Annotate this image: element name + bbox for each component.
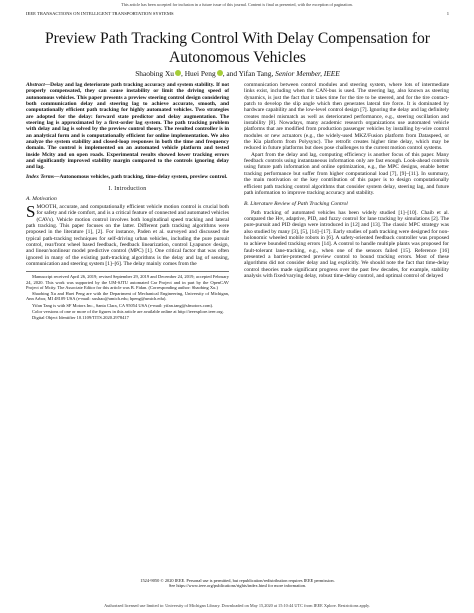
abstract-text: —Delay and lag deteriorate path tracking accuracy and system stability. If not properly compensated, they can cause instability or limit the driving speed of autonomous vehicles. This paper presents a preview steering control design considering both communication delay and steering lag to achieve accurate, smooth, and computationally efficient path tracking for highly automated vehicles. Two strategies are adopted for the delay: forward state predictor and delay augmentation. The steering lag is approximated by a first-order lag system. The path tracking problem with delay and lag is solved by the preview control theory. The resulted controller is in an analytical form and is computationally efficient for online implementation. We also analyze the system stability and closed-loop responses in both the time and frequency domain. The control is implemented on an automated vehicle platform and tested inside Mcity and on open roads. Experimental results showed lower tracking errors and significantly improved stability margin compared to the controls ignoring delay and lag. bbox=[26, 82, 229, 171]
footnote-affiliation-1: Shaobing Xu and Huei Peng are with the Department of Mechanical Engineering, University of Michigan, Ann Arbor, MI 48109 USA (e-mail: xushao@umich.edu; hpeng@umich.edu). bbox=[26, 291, 229, 302]
paper-title: Preview Path Tracking Control With Delay Compensation for Autonomous Vehicles bbox=[45, 30, 430, 66]
rights-link-line[interactable]: See https://www.ieee.org/publications/rights/index.html for more information. bbox=[168, 583, 307, 589]
author-sep-1: , bbox=[181, 69, 185, 78]
index-terms-lead: Index Terms bbox=[26, 173, 55, 180]
body-paragraph: communication between control modules and steering system, where lots of intermediate links exist, including when the CAN-bus is used. The steering lag, also known as steering dynamics, is just the fact that it takes time for the tire to be steered, and for the tire contact-patch to develop the slip angle which then generates lateral tire force. It is dominated by hardware capability and the low-level control design [7]. Ignoring the delay and lag definitely creates model mismatch as well as deteriorated performance, e.g., steering oscillation and instability [8]. Nowadays, many academic research organizations use automated vehicle platforms that are modified from production passenger vehicles by installing by-wire control modules or new actuators (e.g., the widely-used MKZ/Fusion platform from Dataspeed, or the Kia platform from Polysync). The retrofit creates higher time delay, which may be reduced in future platforms but does pose challenges to the current motion control systems. bbox=[244, 82, 449, 152]
footnote-doi: Digital Object Identifier 10.1109/TITS.2020.2978417 bbox=[32, 315, 129, 321]
author-sep-2: , and Yifan Tang, bbox=[222, 69, 276, 78]
footnotes bbox=[26, 271, 229, 320]
subsection-heading-motivation: A. Motivation bbox=[26, 195, 57, 202]
left-column bbox=[26, 82, 229, 322]
abstract-lead: Abstract bbox=[26, 82, 45, 88]
drop-cap: S bbox=[26, 201, 36, 221]
running-head bbox=[26, 11, 449, 16]
body-paragraph: Path tracking of automated vehicles has been widely studied [1]–[10]. Chaib et al. compared the H∞, adaptive, PID, and fuzzy control for lane tracking by simulations [2]. The pure-pursuit and PID design were introduced in [12] and [13]. The classic MPC strategy was also studied by many [3], [5], [14]–[17]. Early studies of path tracking were designed for non-holonomic wheeled mobile robots in [6]. A safety-oriented feedback controller was proposed to achieve bounded tracking errors [14]. A control to handle multiple plants was proposed for fault-tolerant lane-tracking, e.g., when one of the sensors failed [15]. Reference [16] presented a barrier-protected preview control to bound tracking errors. Most of these algorithms did not consider delay and lag explicitly. We should note the fact that time-delay control theories made significant progress over the past few decades, for example, stability analysis with fixed/varying delay, robust time-delay control, and optimal control of delayed bbox=[244, 209, 449, 279]
page-number: 1 bbox=[446, 11, 449, 16]
intro-paragraph bbox=[26, 201, 229, 267]
copyright-footer bbox=[26, 578, 449, 588]
body-paragraph: Apart from the delay and lag, computing efficiency is another focus of this paper. Many feedback controls using instantaneous information only are fast enough. Look-ahead controls using future path information and online optimization, e.g., the MPC designs, enable better tracking performance but suffer from higher computational load [7], [9]–[11]. In summary, the main motivation or the key contribution of this paper is to design computationally efficient path tracking control algorithms that consider system delay, steering lag, and future path information to improve tracking accuracy and stability. bbox=[244, 151, 449, 196]
index-terms bbox=[26, 174, 229, 180]
footnote-color-versions: Color versions of one or more of the figures in this article are available online at http://ieeexplore.ieee.org. bbox=[32, 309, 224, 315]
author-xu: Shaobing Xu bbox=[135, 69, 174, 78]
abstract bbox=[26, 82, 229, 171]
copyright-line: 1524-9050 © 2020 IEEE. Personal use is permitted, but republication/redistribution requires IEEE permission. bbox=[140, 578, 335, 583]
acceptance-note: This article has been accepted for inclusion in a future issue of this journal. Content is final as presented, with the exception of pagination. bbox=[121, 2, 353, 7]
footnote-affiliation-2: Yifan Tang is with SF Motors Inc., Santa Clara, CA 95054 USA (e-mail: yifan.tang@sfmotors.com). bbox=[32, 302, 214, 308]
footnote-manuscript: Manuscript received April 26, 2019; revised September 29, 2019 and December 24, 2019; accepted February 24, 2020. This work was supported by the UM-SJTU automated Car Project and in part by the OpenCAV Project of Mcity. The Associate Editor for this article was B. Fidan. (Corresponding author: Shaobing Xu.) bbox=[26, 274, 229, 290]
intro-text: MOOTH, accurate, and computationally efficient vehicle motion control is crucial both for safety and ride comfort, and is a critical feature of connected and automated vehicles (CAVs). Vehicle motion control involves both longitudinal speed tracking and lateral path tracking. This paper focuses on the latter. Different path tracking algorithms were proposed in the literature [1], [2]. For instance, Paden et al. surveyed and discussed the typical path-tracking techniques for self-driving urban vehicles, including the pure pursuit control, rear/front wheel based feedback, feedback linearization, control Lyapunov design, and linear/nonlinear model predictive control (MPC) [1]. One critical factor that was often ignored in many of the existing path-tracking algorithms is the delay and lag of sensing, communication and steering system [1]–[6]. The delay mainly comes from the bbox=[26, 203, 229, 267]
author-peng: Huei Peng bbox=[184, 69, 216, 78]
download-notice: Authorized licensed use limited to: University of Michigan Library. Downloaded on May 15,2020 at 15:10:44 UTC from IEEE Xplore. Restrictions apply. bbox=[104, 603, 370, 608]
journal-name: IEEE TRANSACTIONS ON INTELLIGENT TRANSPORTATION SYSTEMS bbox=[26, 11, 174, 16]
right-column bbox=[244, 82, 449, 279]
subsection-heading-literature: B. Literature Review of Path Tracking Control bbox=[244, 201, 348, 208]
author-role: Senior Member, IEEE bbox=[275, 69, 340, 78]
section-heading-introduction: I. Introduction bbox=[108, 186, 147, 193]
index-terms-text: —Autonomous vehicles, path tracking, time-delay system, preview control. bbox=[54, 173, 228, 180]
author-line bbox=[26, 69, 449, 78]
